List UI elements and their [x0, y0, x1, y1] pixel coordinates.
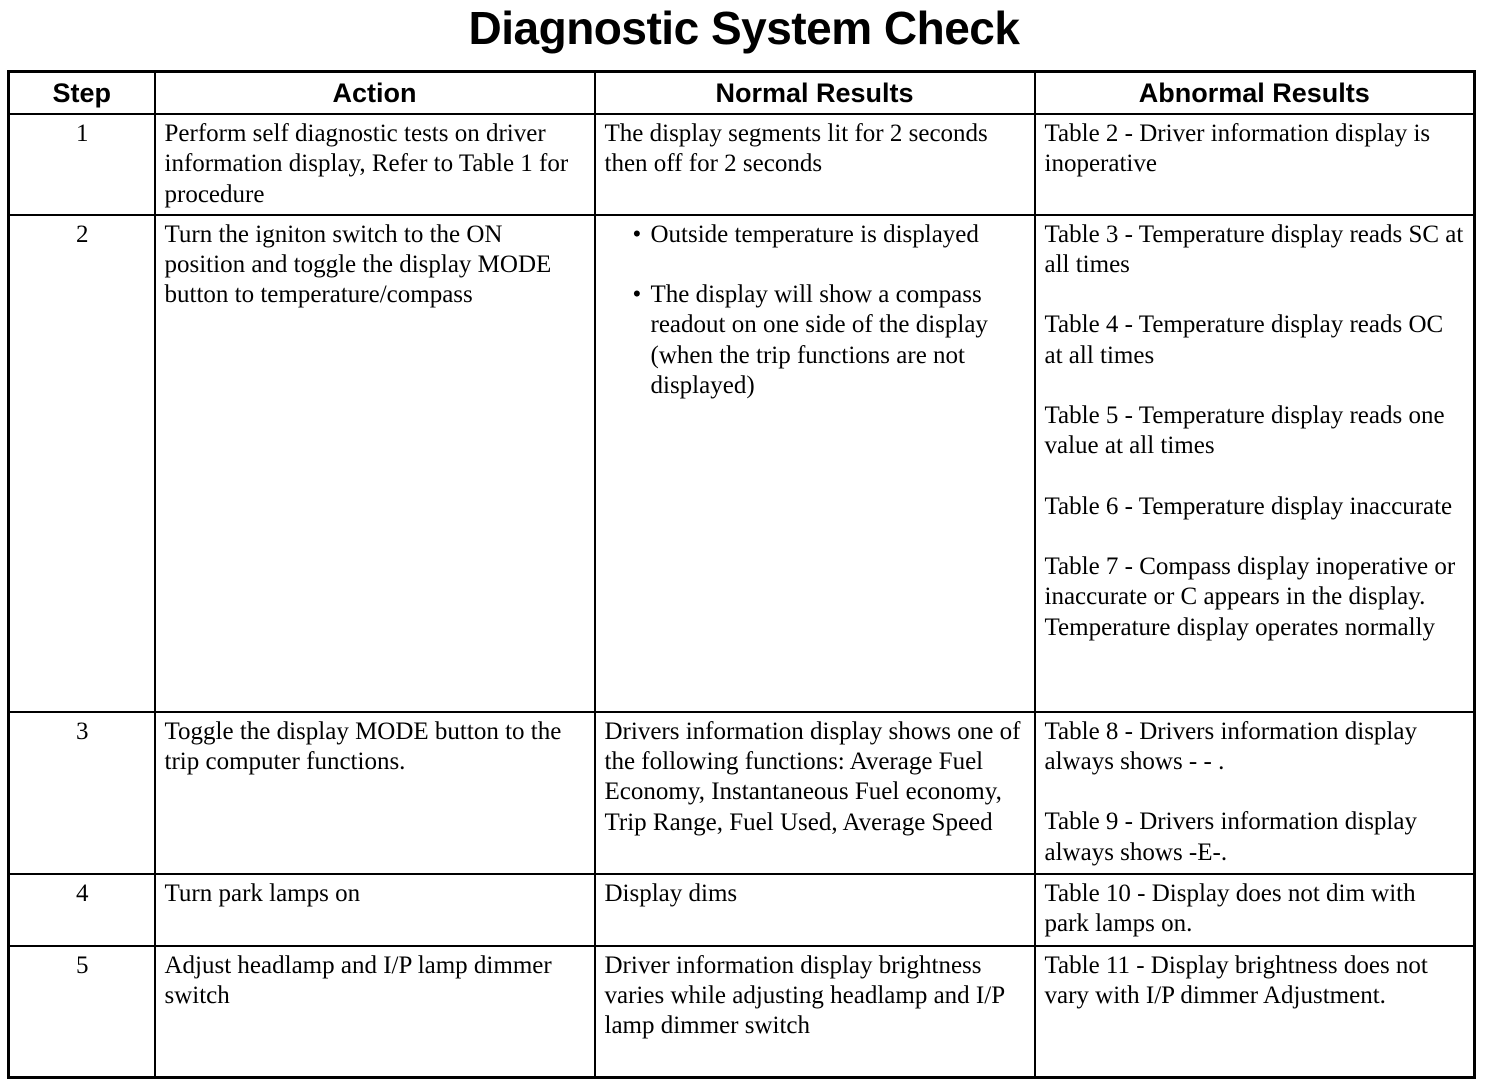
- normal-result-cell: The display segments lit for 2 seconds then off for 2 seconds: [595, 114, 1035, 215]
- bullet-text: The display will show a compass readout on one side of the display (when the trip functions are not displayed): [650, 281, 988, 400]
- abnormal-item: Table 11 - Display brightness does not vary with I/P dimmer Adjustment.: [1044, 951, 1428, 1010]
- diagnostic-table: [7, 70, 1476, 1079]
- abnormal-result-cell: [1035, 874, 1475, 946]
- action-cell: Adjust headlamp and I/P lamp dimmer switch: [155, 946, 595, 1078]
- abnormal-item: Table 6 - Temperature display inaccurate: [1044, 492, 1453, 520]
- step-number: 5: [9, 946, 155, 1078]
- header-abnormal-results: Abnormal Results: [1035, 72, 1475, 115]
- abnormal-item: Table 9 - Drivers information display always shows -E-.: [1044, 808, 1417, 866]
- bullet-icon: •: [632, 281, 642, 309]
- table-row: [9, 946, 1475, 1078]
- abnormal-result-cell: [1035, 946, 1475, 1078]
- action-cell: Perform self diagnostic tests on driver information display, Refer to Table 1 for procedure: [155, 114, 595, 215]
- abnormal-item: Table 7 - Compass display inoperative or inaccurate or C appears in the display. Temperature display operates normally: [1044, 552, 1456, 641]
- header-normal-results: Normal Results: [595, 72, 1035, 115]
- table-row: [9, 712, 1475, 874]
- step-number: 2: [9, 215, 155, 712]
- table-row: [9, 874, 1475, 946]
- normal-result-cell: Driver information display brightness varies while adjusting headlamp and I/P lamp dimmer switch: [595, 946, 1035, 1078]
- abnormal-result-cell: [1035, 114, 1475, 215]
- normal-result-cell: Display dims: [595, 874, 1035, 946]
- normal-result-cell: Drivers information display shows one of the following functions: Average Fuel Economy, Instantaneous Fuel economy, Trip Range, Fuel Used, Average Speed: [595, 712, 1035, 874]
- abnormal-result-cell: [1035, 215, 1475, 712]
- abnormal-result-cell: [1035, 712, 1475, 874]
- abnormal-item: Table 4 - Temperature display reads OC at all times: [1044, 311, 1444, 369]
- step-number: 4: [9, 874, 155, 946]
- normal-bullet-list: [605, 220, 1026, 401]
- table-row: [9, 114, 1475, 215]
- normal-result-cell: [595, 215, 1035, 712]
- abnormal-item: Table 5 - Temperature display reads one value at all times: [1044, 402, 1445, 460]
- abnormal-item: Table 3 - Temperature display reads SC at all times: [1044, 220, 1464, 279]
- step-number: 1: [9, 114, 155, 215]
- table-header-row: [9, 72, 1475, 115]
- list-item: [632, 280, 1026, 401]
- abnormal-item: Table 10 - Display does not dim with park lamps on.: [1044, 879, 1416, 938]
- bullet-icon: •: [632, 220, 642, 248]
- bullet-text: Outside temperature is displayed: [650, 220, 979, 248]
- abnormal-item: Table 8 - Drivers information display always shows - - .: [1044, 717, 1417, 776]
- step-number: 3: [9, 712, 155, 874]
- table-row: [9, 215, 1475, 712]
- action-cell: Turn the igniton switch to the ON position and toggle the display MODE button to temperature/compass: [155, 215, 595, 712]
- action-cell: Toggle the display MODE button to the trip computer functions.: [155, 712, 595, 874]
- header-action: Action: [155, 72, 595, 115]
- list-item: [632, 220, 1026, 250]
- action-cell: Turn park lamps on: [155, 874, 595, 946]
- header-step: Step: [9, 72, 155, 115]
- page-title: Diagnostic System Check: [468, 2, 1020, 54]
- abnormal-item: Table 2 - Driver information display is inoperative: [1044, 120, 1431, 178]
